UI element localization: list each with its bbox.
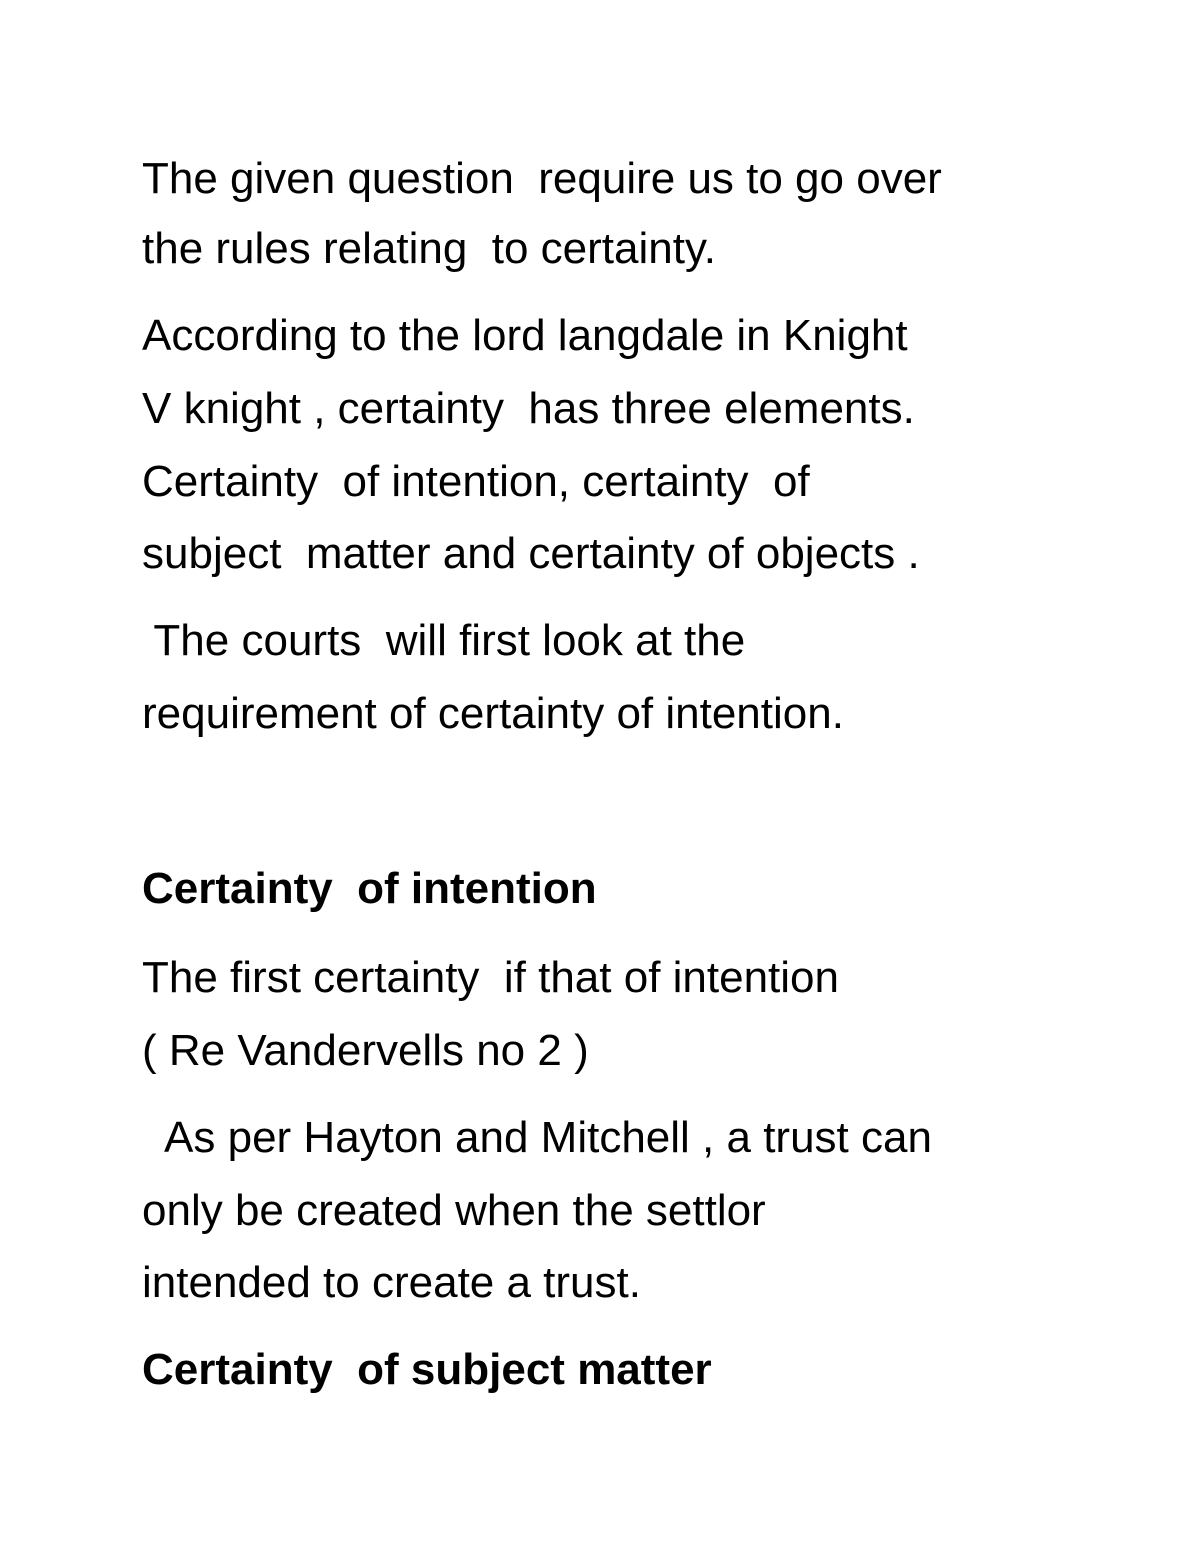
heading-certainty-of-subject-matter: Certainty of subject matter (142, 1345, 712, 1394)
courts-line-1: The courts will first look at the (142, 616, 746, 665)
elements-line-2: V knight , certainty has three elements. (142, 384, 915, 433)
elements-line-1: According to the lord langdale in Knight (142, 311, 908, 360)
hayton-line-1: As per Hayton and Mitchell , a trust can (142, 1113, 932, 1162)
intro-line-2: the rules relating to certainty. (142, 224, 716, 273)
intro-line-1: The given question require us to go over (142, 154, 942, 203)
courts-line-2: requirement of certainty of intention. (142, 689, 844, 738)
heading-certainty-of-intention: Certainty of intention (142, 864, 597, 913)
elements-line-3: Certainty of intention, certainty of (142, 457, 810, 506)
hayton-line-2: only be created when the settlor (142, 1186, 766, 1235)
intention-line-1: The first certainty if that of intention (142, 953, 839, 1002)
intention-line-2: ( Re Vandervells no 2 ) (142, 1026, 589, 1075)
elements-line-4: subject matter and certainty of objects . (142, 529, 920, 578)
hayton-line-3: intended to create a trust. (142, 1258, 641, 1307)
